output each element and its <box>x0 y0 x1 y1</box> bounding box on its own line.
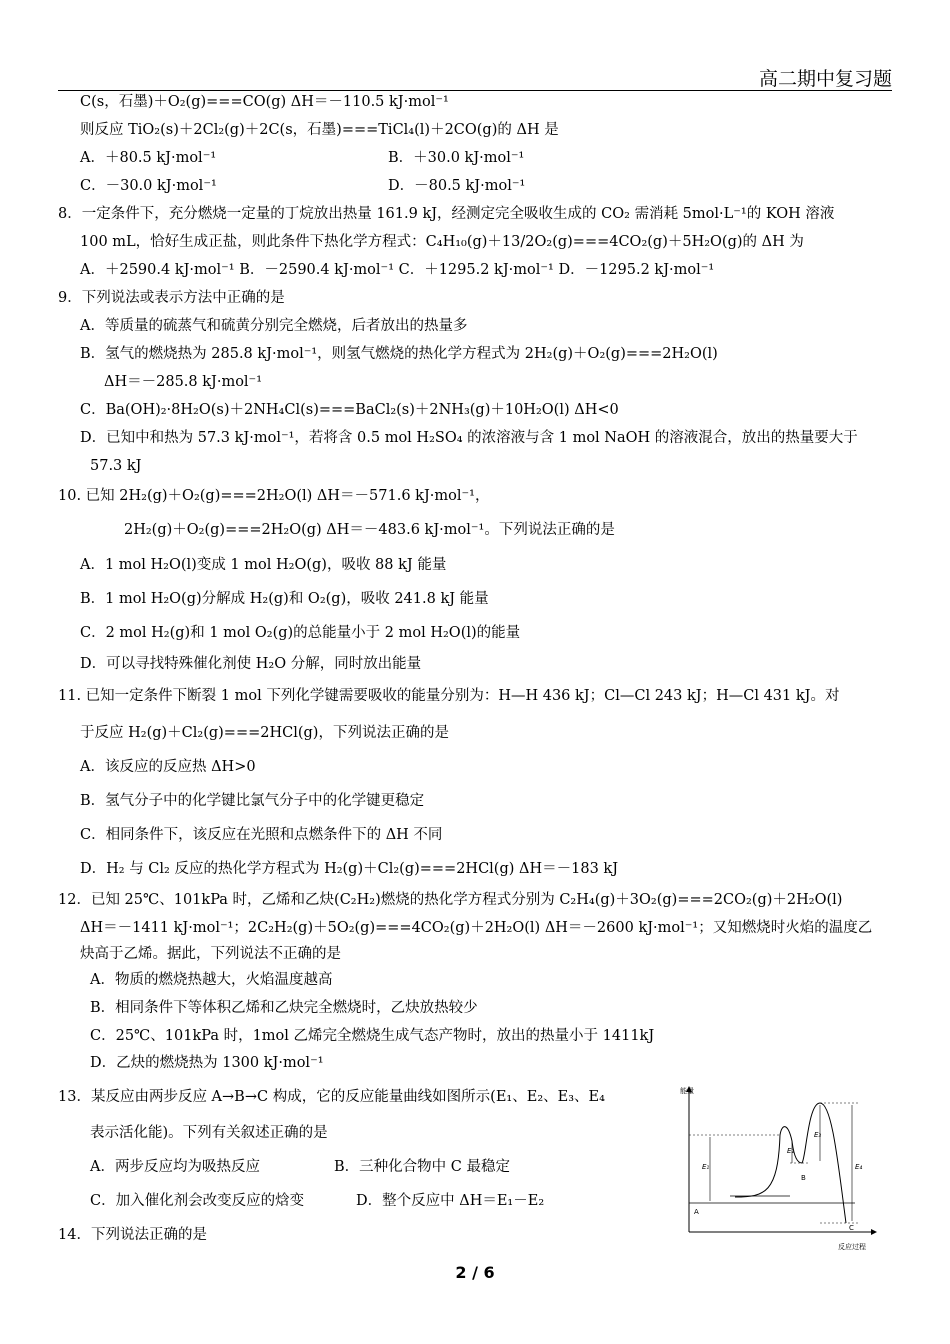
option-c: C．－30.0 kJ·mol⁻¹ <box>80 178 217 194</box>
option-c: C．2 mol H₂(g)和 1 mol O₂(g)的总能量小于 2 mol H₂O(l)的能量 <box>80 625 521 641</box>
label-b: B <box>801 1174 806 1182</box>
option-c: C．加入催化剂会改变反应的焓变 <box>90 1193 305 1209</box>
label-e1: E₁ <box>702 1163 710 1171</box>
label-e3: E₃ <box>814 1131 822 1139</box>
text-line: 100 mL，恰好生成正盐，则此条件下热化学方程式：C₄H₁₀(g)＋13/2O₂(g)===4CO₂(g)＋5H₂O(g)的 ΔH 为 <box>80 234 804 250</box>
option-a: A．该反应的反应热 ΔH>0 <box>80 759 256 775</box>
option-d: D．可以寻找特殊催化剂使 H₂O 分解，同时放出能量 <box>80 656 422 672</box>
page-number: 2 / 6 <box>455 1263 495 1282</box>
option-a: A．物质的燃烧热越大，火焰温度越高 <box>90 972 333 988</box>
text-line: 则反应 TiO₂(s)＋2Cl₂(g)＋2C(s，石墨)===TiCl₄(l)＋2CO(g)的 ΔH 是 <box>80 122 559 138</box>
option-a: A．1 mol H₂O(l)变成 1 mol H₂O(g)，吸收 88 kJ 能量 <box>80 557 447 573</box>
label-e2: E₂ <box>787 1147 795 1155</box>
option-a: A．等质量的硫蒸气和硫黄分别完全燃烧，后者放出的热量多 <box>80 318 468 334</box>
option-d: D．H₂ 与 Cl₂ 反应的热化学方程式为 H₂(g)＋Cl₂(g)===2HCl(g) ΔH＝－183 kJ <box>80 861 619 877</box>
y-axis-label: 能量 <box>680 1087 694 1095</box>
text-line: ΔH＝－285.8 kJ·mol⁻¹ <box>104 374 263 390</box>
option-c: C．25℃、101kPa 时，1mol 乙烯完全燃烧生成气态产物时，放出的热量小于 1411kJ <box>90 1028 655 1044</box>
option-b: B．氢气的燃烧热为 285.8 kJ·mol⁻¹，则氢气燃烧的热化学方程式为 2H₂(g)＋O₂(g)===2H₂O(l) <box>80 346 718 362</box>
option-d: D．整个反应中 ΔH＝E₁－E₂ <box>356 1193 545 1209</box>
question-8: 8．一定条件下，充分燃烧一定量的丁烷放出热量 161.9 kJ，经测定完全吸收生成的 CO₂ 需消耗 5mol·L⁻¹的 KOH 溶液 <box>58 206 835 222</box>
question-14: 14．下列说法正确的是 <box>58 1227 207 1243</box>
header-rule <box>58 90 892 91</box>
label-e4: E₄ <box>855 1163 863 1171</box>
option-b: B．＋30.0 kJ·mol⁻¹ <box>388 150 525 166</box>
text-line: 炔高于乙烯。据此，下列说法不正确的是 <box>80 946 341 962</box>
text-line: C(s，石墨)＋O₂(g)===CO(g) ΔH＝－110.5 kJ·mol⁻¹ <box>80 94 449 110</box>
text-line: ΔH＝－1411 kJ·mol⁻¹；2C₂H₂(g)＋5O₂(g)===4CO₂(g)＋2H₂O(l) ΔH＝－2600 kJ·mol⁻¹；又知燃烧时火焰的温度乙 <box>80 920 873 936</box>
option-b: B．三种化合物中 C 最稳定 <box>334 1159 510 1175</box>
question-9: 9．下列说法或表示方法中正确的是 <box>58 290 285 306</box>
energy-diagram <box>680 1083 880 1253</box>
option-b: B．氢气分子中的化学键比氯气分子中的化学键更稳定 <box>80 793 425 809</box>
option-b: B．1 mol H₂O(g)分解成 H₂(g)和 O₂(g)，吸收 241.8 kJ 能量 <box>80 591 489 607</box>
text-line: 于反应 H₂(g)＋Cl₂(g)===2HCl(g)，下列说法正确的是 <box>80 725 449 741</box>
label-a: A <box>694 1208 699 1216</box>
question-13: 13．某反应由两步反应 A→B→C 构成，它的反应能量曲线如图所示(E₁、E₂、E₃、E₄ <box>58 1089 605 1105</box>
text-line: 表示活化能)。下列有关叙述正确的是 <box>90 1125 328 1141</box>
option-c: C．Ba(OH)₂·8H₂O(s)＋2NH₄Cl(s)===BaCl₂(s)＋2NH₃(g)＋10H₂O(l) ΔH<0 <box>80 402 619 418</box>
x-axis-label: 反应过程 <box>838 1243 866 1251</box>
option-d: D．已知中和热为 57.3 kJ·mol⁻¹，若将含 0.5 mol H₂SO₄ 的浓溶液与含 1 mol NaOH 的溶液混合，放出的热量要大于 <box>80 430 858 446</box>
question-11: 11. 已知一定条件下断裂 1 mol 下列化学键需要吸收的能量分别为：H—H 436 kJ；Cl—Cl 243 kJ；H—Cl 431 kJ。对 <box>58 688 840 704</box>
text-line: 2H₂(g)＋O₂(g)===2H₂O(g) ΔH＝－483.6 kJ·mol⁻¹。下列说法正确的是 <box>124 522 615 538</box>
options-line: A．＋2590.4 kJ·mol⁻¹ B．－2590.4 kJ·mol⁻¹ C．＋1295.2 kJ·mol⁻¹ D．－1295.2 kJ·mol⁻¹ <box>80 262 715 278</box>
option-a: A．＋80.5 kJ·mol⁻¹ <box>80 150 217 166</box>
option-a: A．两步反应均为吸热反应 <box>90 1159 260 1175</box>
option-b: B．相同条件下等体积乙烯和乙炔完全燃烧时，乙炔放热较少 <box>90 1000 478 1016</box>
question-10: 10. 已知 2H₂(g)＋O₂(g)===2H₂O(l) ΔH＝－571.6 kJ·mol⁻¹， <box>58 488 490 504</box>
question-12: 12．已知 25℃、101kPa 时，乙烯和乙炔(C₂H₂)燃烧的热化学方程式分别为 C₂H₄(g)＋3O₂(g)===2CO₂(g)＋2H₂O(l) <box>58 892 843 908</box>
option-d: D．乙炔的燃烧热为 1300 kJ·mol⁻¹ <box>90 1055 324 1071</box>
label-c: C <box>849 1224 854 1232</box>
header-title: 高二期中复习题 <box>758 68 892 90</box>
text-line: 57.3 kJ <box>90 458 142 474</box>
option-c: C．相同条件下，该反应在光照和点燃条件下的 ΔH 不同 <box>80 827 443 843</box>
option-d: D．－80.5 kJ·mol⁻¹ <box>388 178 526 194</box>
